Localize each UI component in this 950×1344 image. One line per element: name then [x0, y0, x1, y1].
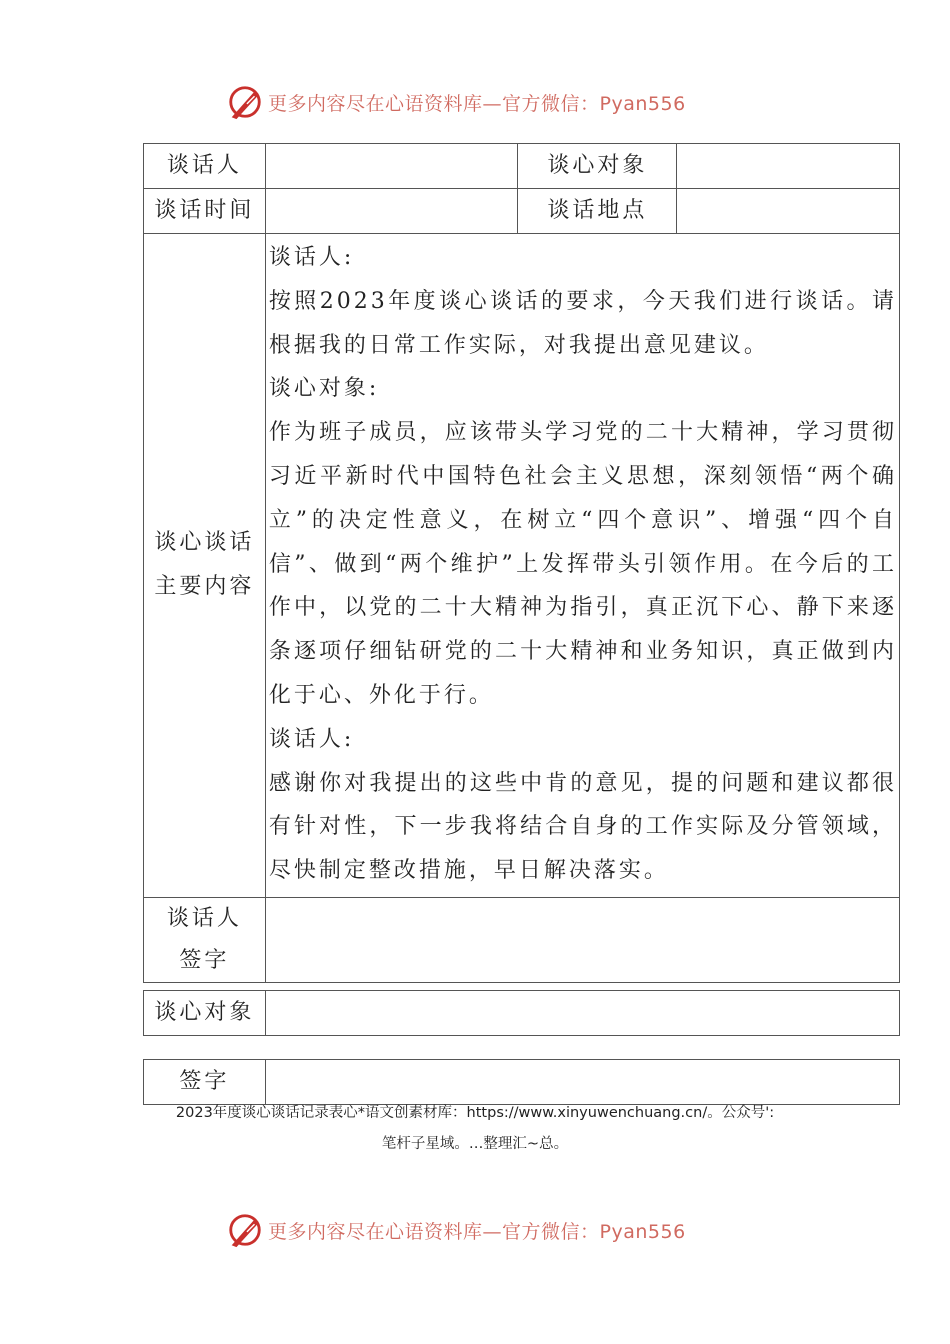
time-label: 谈话时间 — [144, 189, 266, 234]
sign-label-line2: 签字 — [179, 947, 230, 973]
time-field[interactable] — [265, 189, 518, 234]
content-paragraph: 作为班子成员，应该带头学习党的二十大精神，学习贯彻习近平新时代中国特色社会主义思想，深刻领悟“两个确立”的决定性意义，在树立“四个意识”、增强“四个自信”、做到“两个维护”上发挥带头引领作用。在今后的工作中，以党的二十大精神为指引，真正沉下心、静下来逐条逐项仔细钻研党的二十大精神和业务知识，真正做到内化于心、外化于行。 — [268, 420, 897, 708]
target-table — [143, 990, 900, 1036]
content-paragraph: 谈话人: — [268, 245, 355, 270]
record-table — [143, 143, 900, 983]
banner-text: 更多内容尽在心语资料库—官方微信：Pyan556 — [268, 92, 686, 115]
target-field[interactable] — [677, 144, 900, 189]
place-label: 谈话地点 — [518, 189, 677, 234]
sign-label-3: 签字 — [144, 1060, 266, 1105]
pen-logo-icon — [226, 1211, 264, 1249]
sign-table — [143, 1059, 900, 1105]
sign-label-line1: 谈话人 — [166, 905, 242, 931]
content-label-line2: 主要内容 — [154, 574, 255, 600]
footer-line1: 2023年度谈心谈话记录表心*语文创素材库：https://www.xinyuwenchuang.cn/。公众号': — [175, 1105, 775, 1121]
content-paragraph: 感谢你对我提出的这些中肯的意见，提的问题和建议都很有针对性，下一步我将结合自身的工作实际及分管领域，尽快制定整改措施，早日解决落实。 — [268, 770, 897, 884]
content-label-line1: 谈心谈话 — [154, 530, 255, 556]
place-field[interactable] — [677, 189, 900, 234]
content-paragraph: 谈话人: — [268, 726, 355, 752]
content-cell[interactable] — [265, 234, 899, 898]
talker-label: 谈话人 — [144, 144, 266, 189]
target-field-2[interactable] — [265, 991, 899, 1036]
sign-field[interactable] — [265, 897, 899, 982]
target-label-2: 谈心对象 — [144, 991, 266, 1036]
footer-line2: 笔杆子星域。…整理汇~总。 — [381, 1136, 569, 1152]
top-banner — [226, 82, 746, 122]
pen-logo-icon — [226, 83, 264, 121]
bottom-banner — [226, 1210, 746, 1250]
banner-text: 更多内容尽在心语资料库—官方微信：Pyan556 — [268, 1220, 686, 1243]
sign-field-3[interactable] — [265, 1060, 899, 1105]
sign-label — [144, 897, 266, 982]
talker-field[interactable] — [265, 144, 518, 189]
content-label — [144, 234, 266, 898]
target-label: 谈心对象 — [518, 144, 677, 189]
content-paragraph: 谈心对象: — [268, 376, 380, 402]
content-paragraph: 按照2023年度谈心谈话的要求，今天我们进行谈话。请根据我的日常工作实际，对我提出意见建议。 — [268, 288, 897, 358]
